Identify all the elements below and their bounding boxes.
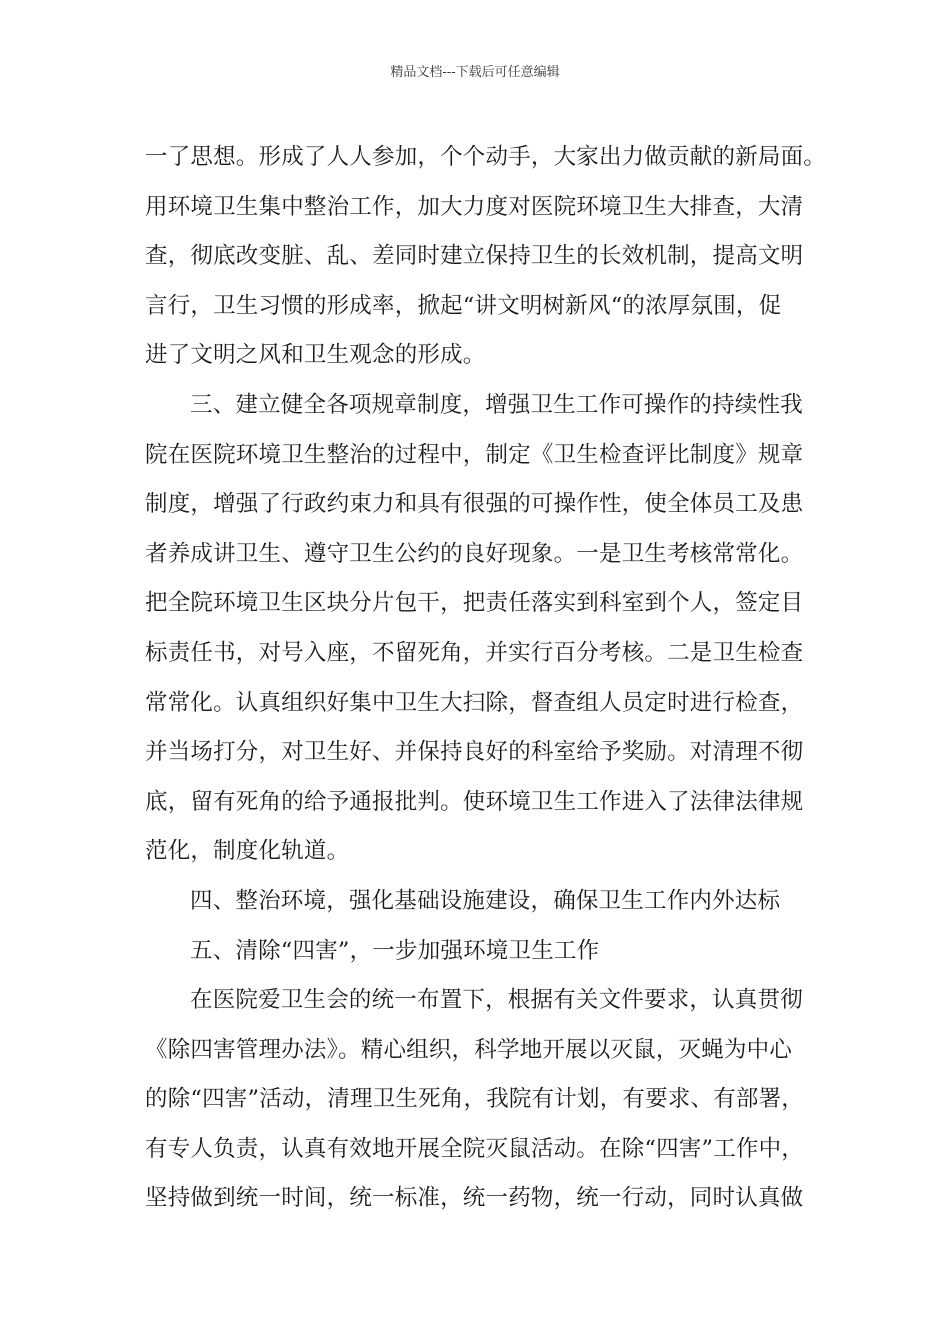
paragraph-line: 院在医院环境卫生整治的过程中，制定《卫生检查评比制度》规章 [145, 441, 804, 468]
paragraph-line: 把全院环境卫生区块分片包干，把责任落实到科室到个人，签定目 [145, 590, 804, 617]
paragraph-line: 言行，卫生习惯的形成率，掀起“讲文明树新风“的浓厚氛围，促 [145, 292, 782, 319]
paragraph-line: 底，留有死角的给予通报批判。使环境卫生工作进入了法律法律规 [145, 788, 804, 815]
paragraph-line: 《除四害管理办法》。精心组织，科学地开展以灭鼠，灭蝇为中心 [145, 1036, 793, 1063]
paragraph-line: 者养成讲卫生、遵守卫生公约的良好现象。一是卫生考核常常化。 [145, 540, 804, 567]
paragraph-line: 的除“四害”活动，清理卫生死角，我院有计划，有要求、有部署， [145, 1086, 805, 1113]
section-heading-line: 五、清除“四害”，一步加强环境卫生工作 [190, 937, 600, 964]
paragraph-line: 一了思想。形成了人人参加，个个动手，大家出力做贡献的新局面。 [145, 144, 827, 170]
paragraph-line: 在医院爱卫生会的统一布置下，根据有关文件要求，认真贯彻 [190, 987, 803, 1014]
paragraph-line: 常常化。认真组织好集中卫生大扫除，督查组人员定时进行检查， [145, 689, 804, 716]
section-heading-line: 四、整治环境，强化基础设施建设，确保卫生工作内外达标 [190, 887, 781, 914]
paragraph-line: 范化，制度化轨道。 [145, 838, 350, 865]
paragraph-line: 有专人负责，认真有效地开展全院灭鼠活动。在除“四害”工作中， [145, 1135, 805, 1162]
section-heading-line: 三、建立健全各项规章制度，增强卫生工作可操作的持续性我 [190, 391, 803, 418]
paragraph-line: 用环境卫生集中整治工作，加大力度对医院环境卫生大排查，大清 [145, 193, 804, 220]
page-header: 精品文档---下载后可任意编辑 [390, 65, 560, 80]
paragraph-line: 坚持做到统一时间，统一标准，统一药物，统一行动，同时认真做 [145, 1185, 804, 1212]
paragraph-line: 标责任书，对号入座，不留死角，并实行百分考核。二是卫生检查 [145, 639, 804, 666]
paragraph-line: 进了文明之风和卫生观念的形成。 [145, 342, 486, 369]
paragraph-line: 查，彻底改变脏、乱、差同时建立保持卫生的长效机制，提高文明 [145, 243, 804, 270]
paragraph-line: 并当场打分，对卫生好、并保持良好的科室给予奖励。对清理不彻 [145, 739, 804, 766]
document-body [145, 133, 827, 1224]
paragraph-line: 制度，增强了行政约束力和具有很强的可操作性，使全体员工及患 [145, 491, 804, 518]
